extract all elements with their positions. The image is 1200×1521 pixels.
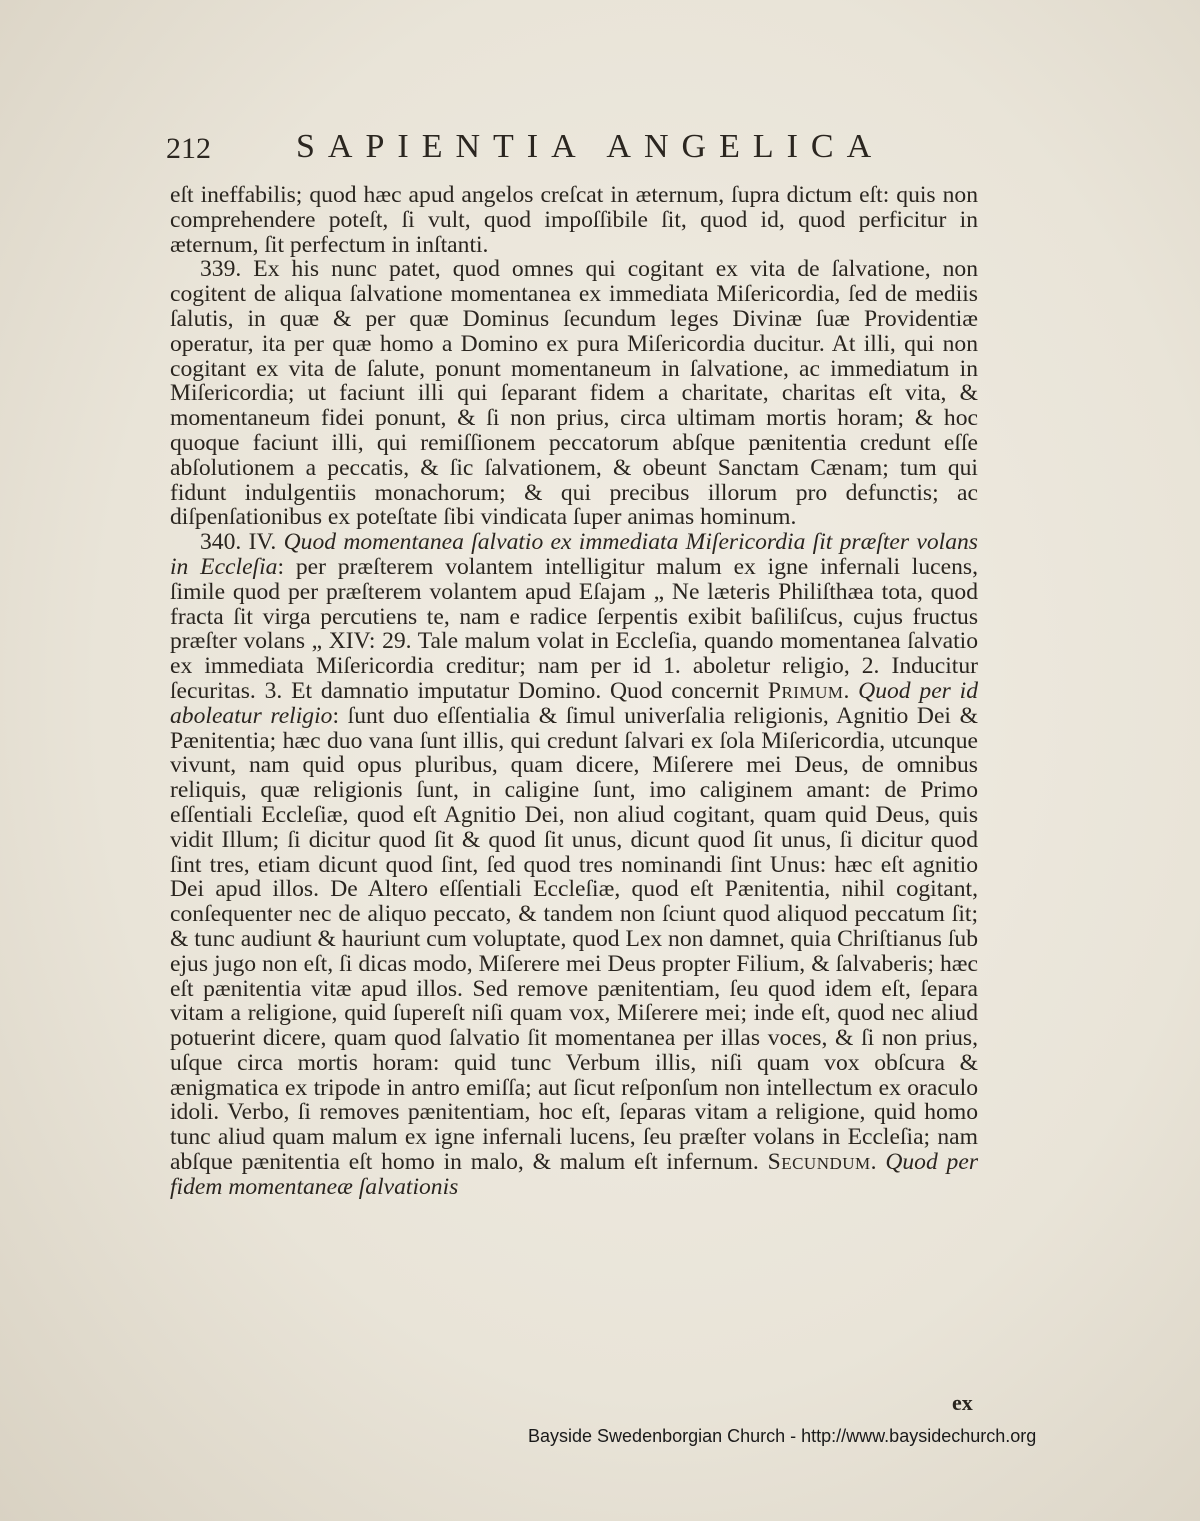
- italic-heading-3: Quod per fidem momentaneæ ſalvationis: [170, 1149, 979, 1200]
- italic-heading: Quod momentanea ſalvatio ex immediata Miſericordia ſit præſter volans in Eccleſia: [170, 529, 978, 580]
- small-caps-secundum: Secundum: [767, 1149, 871, 1176]
- body-text: [170, 183, 978, 1200]
- paragraph-text-2: : ſunt duo eſſentialia & ſimul univerſalia religionis, Agnitio Dei & Pænitentia; hæc duo vana ſunt illis, qui credunt ſalvari ex ſola Miſericordia, utcunque vivunt, nam quid opus pluribus, quam dicere, Miſerere mei Deus, de omnibus reliquis, quæ religionis ſunt, in caligine ſunt, imo caliginem amant: de Primo eſſentiali Eccleſiæ, quod eſt Agnitio Dei, non aliud cogitant, quam quid Deus, quis vidit Illum; ſi dicitur quod ſit & quod ſit unus, dicunt quod ſit unus, ſi dicitur quod ſint tres, etiam dicunt quod ſint, ſed quod tres nominandi ſint Unus: hæc eſt agnitio Dei apud illos. De Altero eſſentiali Eccleſiæ, quod eſt Pænitentia, nihil cogitant, conſequenter nec de aliquo peccato, & tandem non ſciunt quod aliquod peccatum ſit; & tunc audiunt & hauriunt cum voluptate, quod Lex non damnet, quia Chriſtianus ſub ejus jugo non eſt, ſi dicas modo, Miſerere mei Deus propter Filium, & ſalvaberis; hæc eſt pænitentia vitæ apud illos. Sed remove pænitentiam, ſeu quod idem eſt, ſepara vitam a religione, quid ſupereſt niſi quam vox, Miſerere mei; inde eſt, quod nec aliud potuerint dicere, quam quod ſalvatio ſit momentanea per illas voces, & ſi non prius, uſque circa mortis horam: quid tunc Verbum illis, niſi quam vox obſcura & ænigmatica ex tripode in antro emiſſa; aut ſicut reſponſum non intellectum ex oraculo idoli. Verbo, ſi removes pænitentiam, hoc eſt, ſeparas vitam a religione, quid homo tunc aliud quam malum ex igne infernali lucens, ſeu præſter volans in Eccleſia; nam abſque pænitentia eſt homo in malo, & malum eſt infernum.: [170, 702, 978, 1176]
- page-header: [166, 128, 986, 168]
- paragraph-1: eſt ineffabilis; quod hæc apud angelos creſcat in æternum, ſupra dictum eſt: quis non comprehendere poteſt, ſi vult, quod impoſſibile ſit, quod id, quod perficitur in æternum, ſit perfectum in inſtanti.: [170, 182, 978, 258]
- paragraph-text: : per præſterem volantem intelligitur malum ex igne infernali lucens, ſimile quod per præſterem volantem apud Eſajam „ Ne læteris Philiſthæa tota, quod fracta ſit virga percutiens te, nam e radice ſerpentis exibit baſiliſcus, cujus fructus præſter volans „ XIV: 29. Tale malum volat in Eccleſia, quando momentanea ſalvatio ex immediata Miſericordia creditur; nam per id 1. aboletur religio, 2. Inducitur ſecuritas. 3. Et damnatio imputatur Domino. Quod concernit: [170, 553, 978, 704]
- paragraph-number: 340. IV.: [200, 529, 277, 556]
- page-number: 212: [166, 132, 211, 165]
- paragraph-340: 340. IV. Quod momentanea ſalvatio ex immediata Miſericordia ſit præſter volans in Eccleſia: per præſterem volantem intelligitur malum ex igne infernali lucens, ſimile quod per præſterem volantem apud Eſajam „ Ne læteris Philiſthæa tota, quod fracta ſit virga percutiens te, nam e radice ſerpentis exibit baſiliſcus, cujus fructus præſter volans „ XIV: 29. Tale malum volat in Eccleſia, quando momentanea ſalvatio ex immediata Miſericordia creditur; nam per id 1. aboletur religio, 2. Inducitur ſecuritas. 3. Et damnatio imputatur Domino. Quod concernit Primum. Quod per id aboleatur religio: ſunt duo eſſentialia & ſimul univerſalia religionis, Agnitio Dei & Pænitentia; hæc duo vana ſunt illis, qui credunt ſalvari ex ſola Miſericordia, utcunque vivunt, nam quid opus pluribus, quam dicere, Miſerere mei Deus, de omnibus reliquis, quæ religionis ſunt, in caligine ſunt, imo caliginem amant: de Primo eſſentiali Eccleſiæ, quod eſt Agnitio Dei, non aliud cogitant, quam quid Deus, quis vidit Illum; ſi dicitur quod ſit & quod ſit unus, dicunt quod ſit unus, ſi dicitur quod ſint tres, etiam dicunt quod ſint, ſed quod tres nominandi ſint Unus: hæc eſt agnitio Dei apud illos. De Altero eſſentiali Eccleſiæ, quod eſt Pænitentia, nihil cogitant, conſequenter nec de aliquo peccato, & tandem non ſciunt quod aliquod peccatum ſit; & tunc audiunt & hauriunt cum voluptate, quod Lex non damnet, quia Chriſtianus ſub ejus jugo non eſt, ſi dicas modo, Miſerere mei Deus propter Filium, & ſalvaberis; hæc eſt pænitentia vitæ apud illos. Sed remove pænitentiam, ſeu quod idem eſt, ſepara vitam a religione, quid ſupereſt niſi quam vox, Miſerere mei; inde eſt, quod nec aliud potuerint dicere, quam quod ſalvatio ſit momentanea per illas voces, & ſi non prius, uſque circa mortis horam: quid tunc Verbum illis, niſi quam vox obſcura & ænigmatica ex tripode in antro emiſſa; aut ſicut reſponſum non intellectum ex oraculo idoli. Verbo, ſi removes pænitentiam, hoc eſt, ſeparas vitam a religione, quid homo tunc aliud quam malum ex igne infernali lucens, ſeu præſter volans in Eccleſia; nam abſque pænitentia eſt homo in malo, & malum eſt infernum. Secundum. Quod per fidem momentaneæ ſalvationis: [170, 529, 979, 1200]
- small-caps-primum: Primum: [767, 677, 844, 704]
- italic-heading-2: Quod per id aboleatur religio: [170, 677, 978, 729]
- watermark-caption: Bayside Swedenborgian Church - http://www.baysidechurch.org: [528, 1426, 1037, 1446]
- running-title: SAPIENTIA ANGELICA: [296, 128, 885, 165]
- catchword: ex: [952, 1390, 973, 1415]
- paragraph-339: 339. Ex his nunc patet, quod omnes qui cogitant ex vita de ſalvatione, non cogitent de aliqua ſalvatione momentanea ex immediata Miſericordia, ſed de mediis ſalutis, in quæ & per quæ Dominus ſecundum leges Divinæ ſuæ Providentiæ operatur, ita per quæ homo a Domino ex pura Miſericordia ducitur. At illi, qui non cogitant ex vita de ſalute, ponunt momentaneum in ſalvatione, ac immediatum in Miſericordia; ut faciunt illi qui ſeparant fidem a charitate, charitas eſt vita, & momentaneum fidei ponunt, & ſi non prius, circa ultimam mortis horam; & hoc quoque faciunt illi, qui remiſſionem peccatorum abſque pænitentia credunt eſſe abſolutionem a peccatis, & ſic ſalvationem, & obeunt Sanctam Cænam; tum qui fidunt indulgentiis monachorum; & qui precibus illorum pro defunctis; ac diſpenſationibus ex poteſtate ſibi vindicata ſuper animas hominum.: [170, 256, 978, 531]
